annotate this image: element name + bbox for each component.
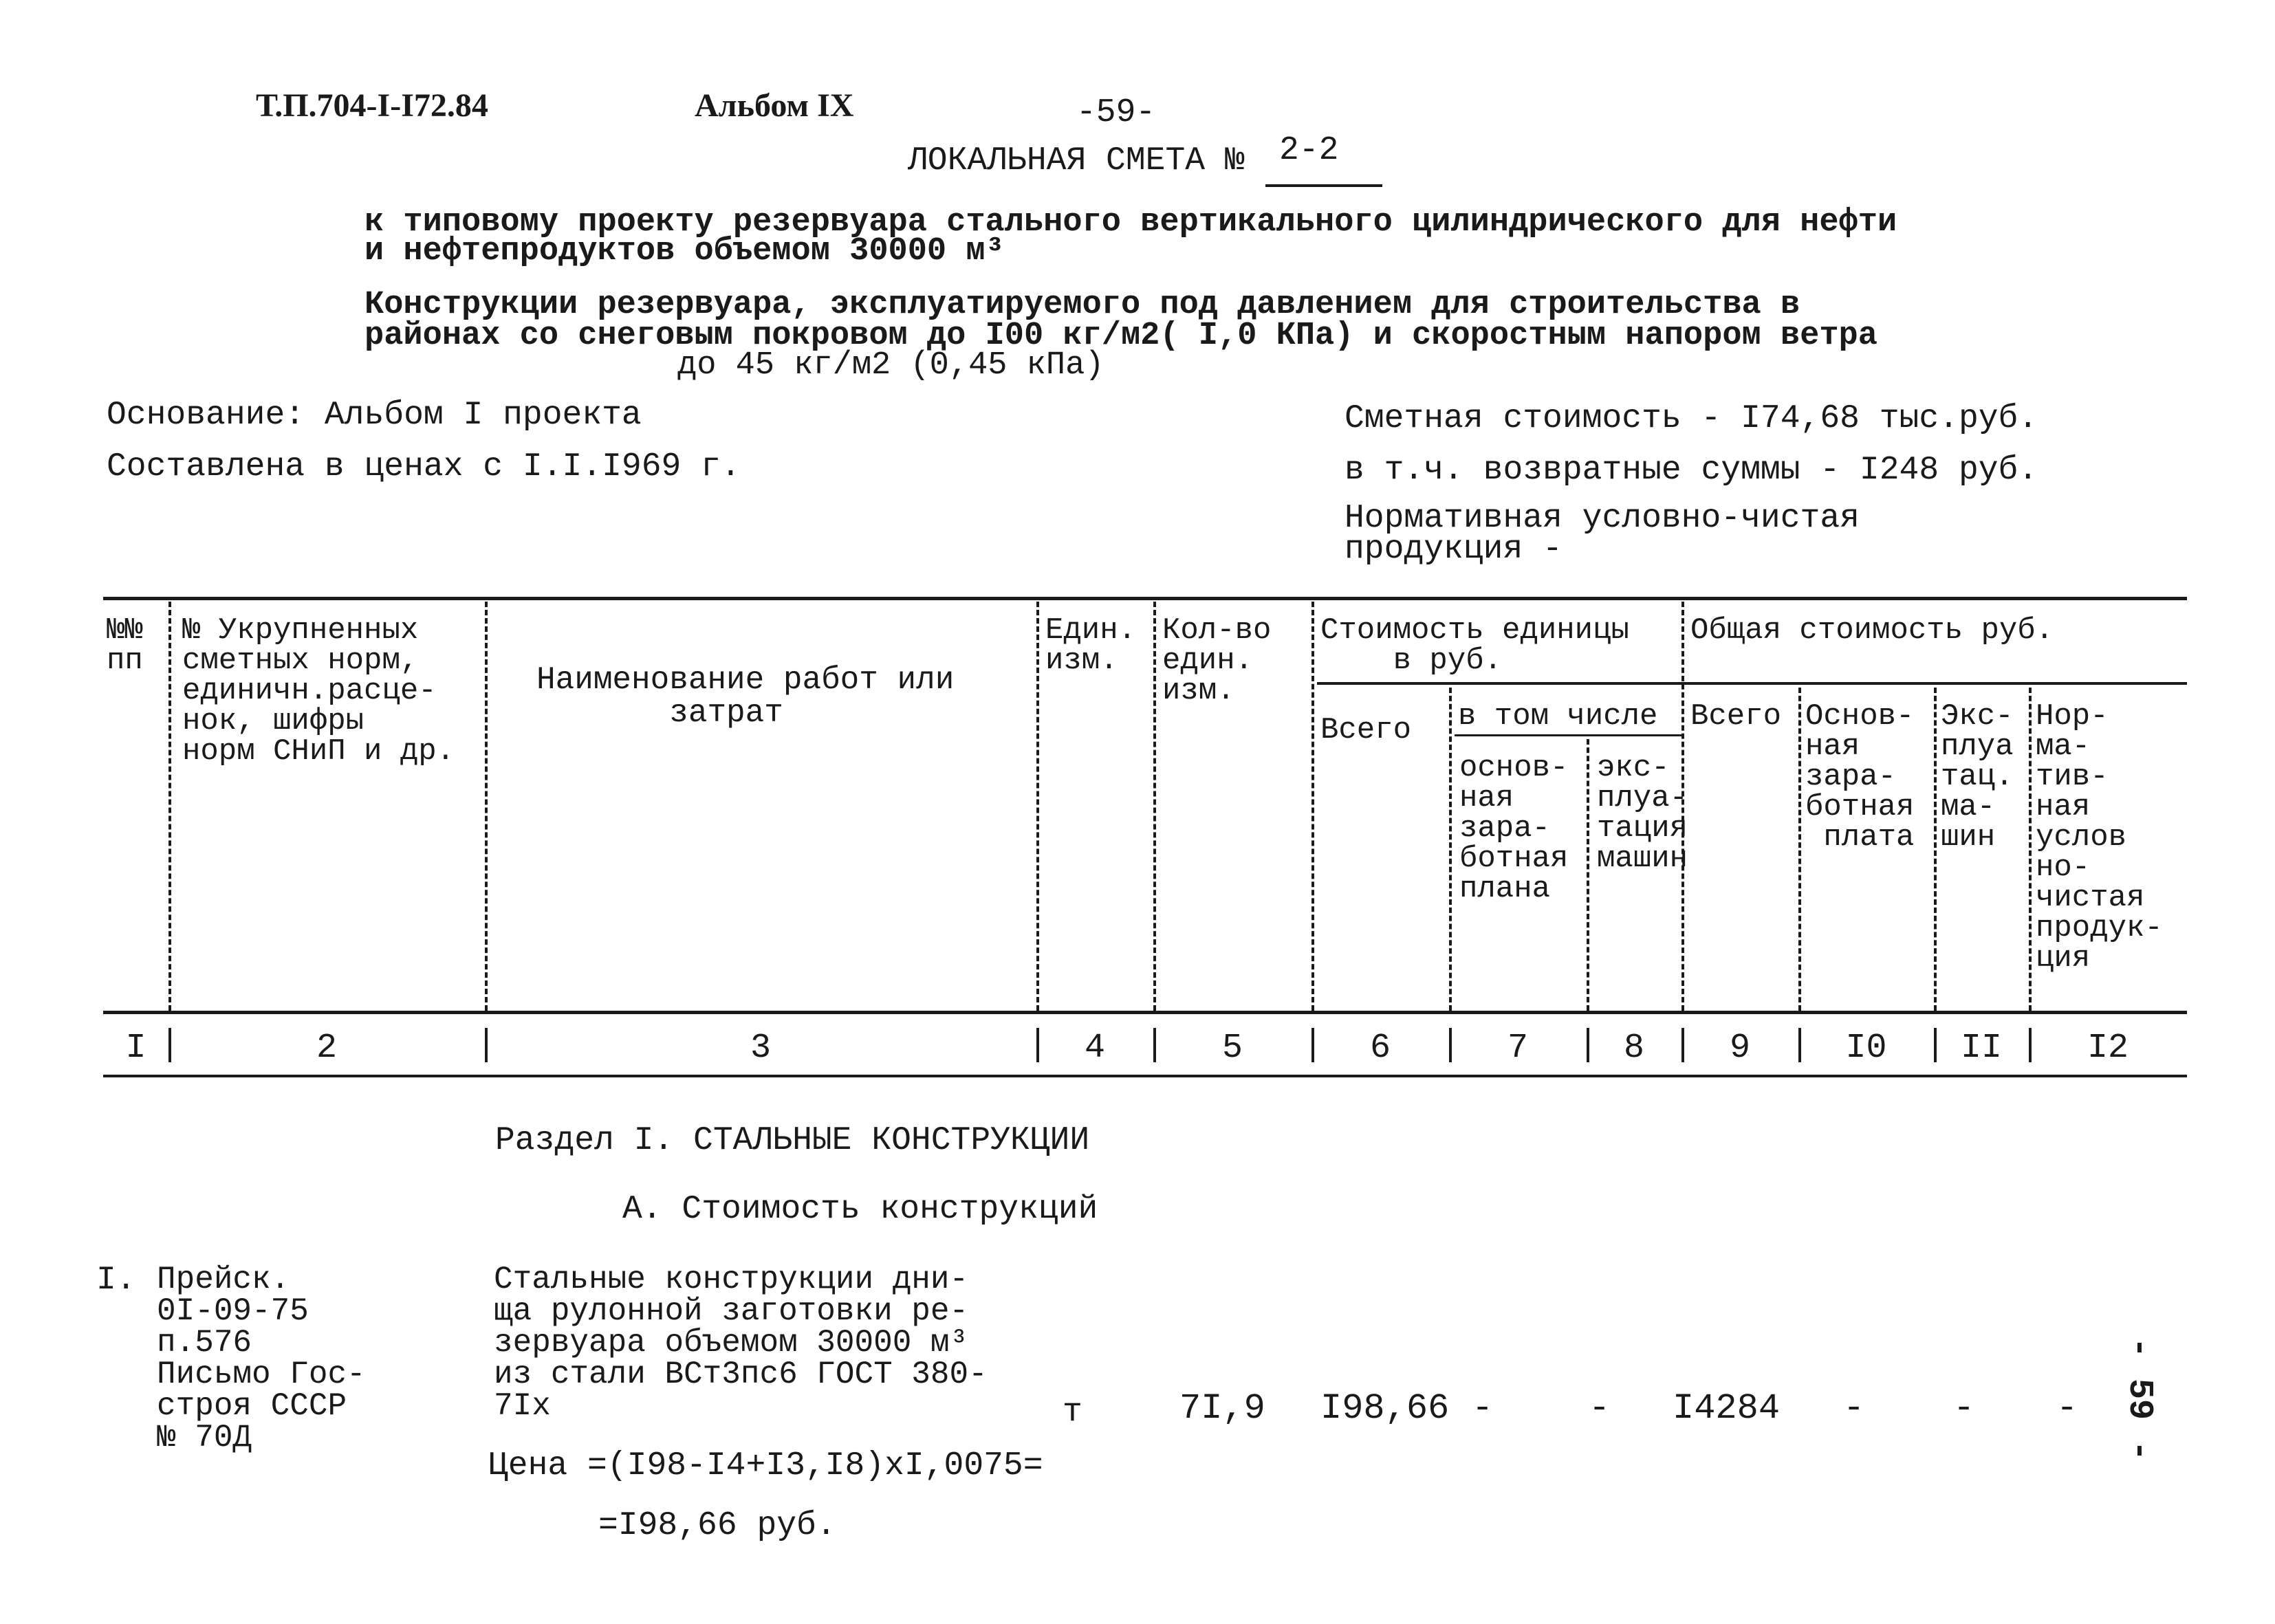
column-numbers-rule xyxy=(103,1075,2187,1077)
normative-production-2: продукция - xyxy=(1345,531,1563,568)
constructions-line-3: до 45 кг/м2 (0,45 кПа) xyxy=(677,347,1104,384)
row-unit-wage: - xyxy=(1472,1388,1494,1429)
constructions-line-2: районах со снеговым покровом до I00 кг/м2( I,0 КПа) и скоростным напором ветра xyxy=(364,318,1877,354)
col-header-total-machines: Экс- плуа тац. ма- шин xyxy=(1941,699,2014,855)
constructions-line-1: Конструкции резервуара, эксплуатируемого под давлением для строительства в xyxy=(364,287,1800,323)
col-header-unit-machines: экс- плуа- тация машин xyxy=(1597,751,1688,876)
col-sep-4 xyxy=(1153,602,1156,1011)
column-number: I0 xyxy=(1845,1029,1887,1068)
document-code: Т.П.704-I-I72.84 xyxy=(256,87,488,124)
col-header-norms: № Укрупненных сметных норм, единичн.расце- нок, шифры норм СНиП и др. xyxy=(182,613,455,769)
col-header-total-wage: Основ- ная зара- ботная плата xyxy=(1805,699,1915,855)
project-line-1: к типовому проекту резервуара стального вертикального цилиндрического для нефти xyxy=(364,204,1897,241)
table-top-rule xyxy=(103,597,2187,600)
table-header-bottom-rule xyxy=(103,1011,2187,1014)
col-sep-7 xyxy=(1587,739,1589,1011)
row-unit-machines: - xyxy=(1589,1388,1611,1429)
col-sep-9 xyxy=(1798,688,1801,1011)
col-header-total: Всего xyxy=(1690,699,1782,734)
row-quantity: 7I,9 xyxy=(1179,1388,1265,1429)
row-number: I. xyxy=(96,1262,136,1299)
basis-label: Основание: Альбом I проекта xyxy=(107,397,642,434)
col-sep-3 xyxy=(1036,602,1039,1011)
col-header-number: №№ пп xyxy=(107,613,143,678)
album-label: Альбом IX xyxy=(695,87,854,124)
smeta-title: ЛОКАЛЬНАЯ СМЕТА № xyxy=(908,142,1245,179)
price-result: =I98,66 руб. xyxy=(598,1507,836,1544)
smeta-number: 2-2 xyxy=(1279,132,1339,169)
row-total: I4284 xyxy=(1673,1388,1781,1429)
row-name: Стальные конструкции дни- ща рулонной заготовки ре- зервуара объемом 30000 м³ из стали ВСт3пс6 ГОСТ 380- 7Iх xyxy=(494,1262,988,1424)
col-header-name: Наименование работ или затрат xyxy=(536,662,955,731)
column-number: I2 xyxy=(2087,1029,2129,1068)
col-sep-2 xyxy=(485,602,488,1011)
project-line-2: и нефтепродуктов объемом 30000 м³ xyxy=(364,233,1005,270)
column-number: I xyxy=(125,1029,146,1068)
total-cost-subrule xyxy=(1681,682,2187,685)
column-number: 2 xyxy=(316,1029,337,1068)
column-number: II xyxy=(1960,1029,2002,1068)
estimated-cost: Сметная стоимость - I74,68 тыс.руб. xyxy=(1345,400,2038,437)
column-number: 5 xyxy=(1221,1029,1243,1068)
col-sep-10 xyxy=(1934,688,1937,1011)
column-number: 3 xyxy=(750,1029,771,1068)
side-page-number: - 59 - xyxy=(2120,1337,2159,1462)
row-total-wage: - xyxy=(1843,1388,1865,1429)
smeta-number-underline xyxy=(1265,184,1382,187)
col-header-unit: Един. изм. xyxy=(1045,613,1137,678)
price-calculation: Цена =(I98-I4+I3,I8)xI,0075= xyxy=(488,1447,1043,1484)
section-title: Раздел I. СТАЛЬНЫЕ КОНСТРУКЦИИ xyxy=(495,1122,1090,1159)
col-header-unit-wage: основ- ная зара- ботная плана xyxy=(1459,751,1569,906)
unit-cost-subrule xyxy=(1317,682,1681,685)
column-number: 4 xyxy=(1084,1029,1105,1068)
prices-label: Составлена в ценах с I.I.I969 г. xyxy=(107,448,741,485)
including-subrule xyxy=(1455,734,1681,736)
column-number: 8 xyxy=(1623,1029,1644,1068)
row-total-machines: - xyxy=(1953,1388,1975,1429)
col-header-unit-total: Всего xyxy=(1320,713,1412,747)
row-unit-total: I98,66 xyxy=(1320,1388,1450,1429)
col-header-unit-cost: Стоимость единицы в руб. xyxy=(1320,613,1629,678)
column-number: 6 xyxy=(1369,1029,1391,1068)
normative-production-1: Нормативная условно-чистая xyxy=(1345,500,1860,537)
col-header-including: в том числе xyxy=(1458,699,1658,734)
col-header-total-cost: Общая стоимость руб. xyxy=(1690,613,2054,648)
col-sep-11 xyxy=(2029,688,2032,1011)
col-header-normative: Нор- ма- тив- ная услов но- чистая продук- ция xyxy=(2036,699,2163,976)
column-number: 9 xyxy=(1729,1029,1750,1068)
col-sep-1 xyxy=(168,602,171,1011)
row-reference: Прейск. 0I-09-75 п.576 Письмо Гос- строя СССР № 70Д xyxy=(157,1262,366,1456)
row-total-normative: - xyxy=(2056,1388,2078,1429)
col-sep-6 xyxy=(1449,688,1452,1011)
column-number: 7 xyxy=(1507,1029,1528,1068)
return-sums: в т.ч. возвратные суммы - I248 руб. xyxy=(1345,452,2038,489)
page-number: -59- xyxy=(1076,94,1156,131)
col-sep-5 xyxy=(1311,602,1314,1011)
section-subtitle: А. Стоимость конструкций xyxy=(622,1191,1098,1228)
row-unit: т xyxy=(1063,1394,1082,1431)
col-header-quantity: Кол-во един. изм. xyxy=(1162,613,1272,708)
